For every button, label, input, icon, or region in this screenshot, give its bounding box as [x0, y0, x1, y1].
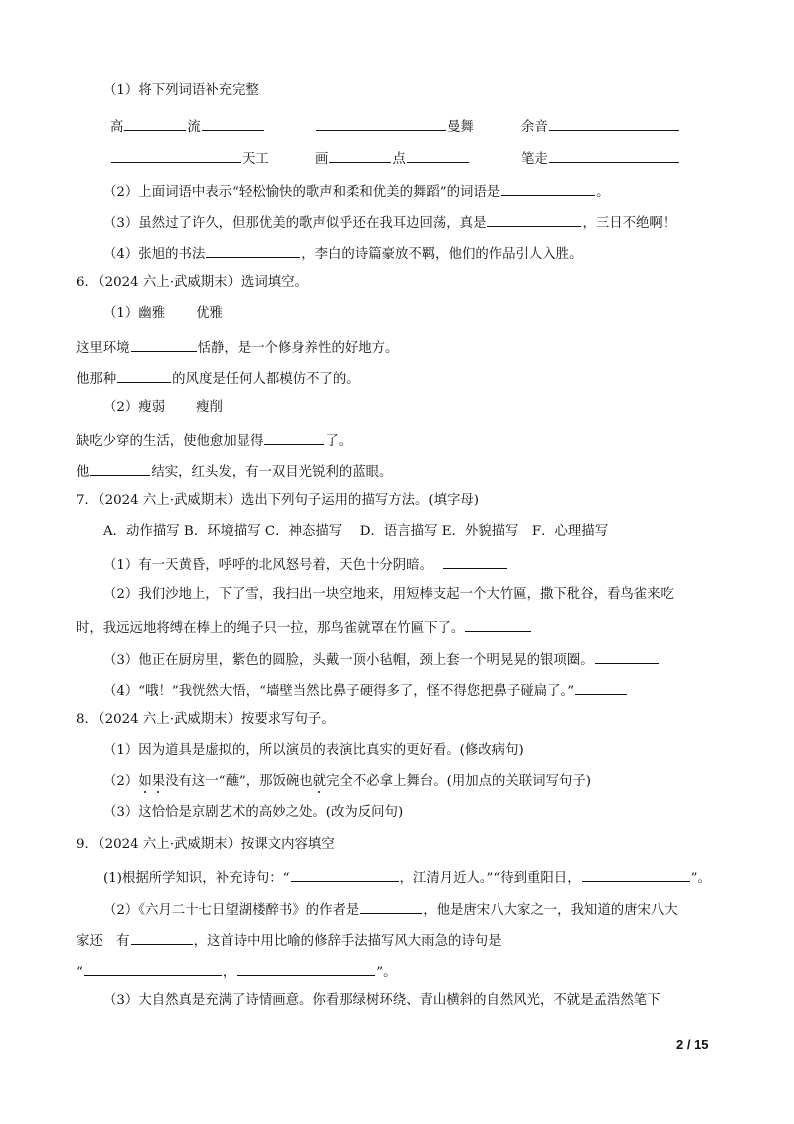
q9-s1-b: ，江清月近人。”“待到重阳日， — [399, 871, 581, 886]
q5-row1-b — [315, 116, 474, 137]
q5-sub4-end: ，李白的诗篇豪放不羁，他们的作品引人入胜。 — [301, 247, 583, 262]
q5-row1-b-text: 曼舞 — [447, 120, 474, 135]
answer-blank[interactable] — [407, 148, 469, 163]
q5-row2-b2-text: 点 — [392, 152, 406, 167]
q5-row2-b1-text: 画 — [315, 152, 329, 167]
answer-blank[interactable] — [443, 554, 507, 569]
answer-blank[interactable] — [131, 337, 197, 352]
q5-row1-a2: 流 — [187, 120, 201, 135]
q9-s2-b: ，他是唐宋八大家之一，我知道的唐宋八大 — [423, 903, 678, 918]
q6-sentence3 — [76, 430, 352, 451]
answer-blank[interactable] — [264, 430, 324, 445]
q9-s1-a: (1)根据所学知识，补充诗句：“ — [103, 871, 290, 886]
q6-sentence1 — [76, 337, 398, 358]
answer-blank[interactable] — [582, 867, 690, 882]
answer-blank[interactable] — [575, 680, 627, 695]
answer-blank[interactable] — [360, 899, 422, 914]
q7-s1 — [103, 554, 508, 575]
q7-s3-text: （3）他正在厨房里，紫色的圆脸，头戴一顶小毡帽，颈上套一个明晃晃的银项圈。 — [103, 653, 594, 668]
q6-s4-b: 结实，红头发，有一双目光锐利的蓝眼。 — [151, 465, 393, 480]
q5-sub3-end: ，三日不绝啊！ — [582, 216, 677, 231]
q6-sentence4 — [76, 461, 392, 482]
answer-blank[interactable] — [487, 212, 581, 227]
emphasis-dot-word: 如 — [138, 774, 152, 789]
answer-blank[interactable] — [465, 617, 531, 632]
answer-blank[interactable] — [124, 116, 186, 131]
q9-s2-line3 — [76, 961, 397, 982]
q5-sub4 — [103, 243, 582, 264]
answer-blank[interactable] — [237, 961, 375, 976]
q5-sub2 — [103, 181, 610, 202]
answer-blank[interactable] — [206, 243, 300, 258]
q5-sub4-text: （4）张旭的书法 — [103, 247, 206, 262]
q5-sub2-text: （2）上面词语中表示“轻松愉快的歌声和柔和优美的舞蹈”的词语是 — [103, 185, 501, 200]
q7-s3 — [103, 649, 660, 670]
q8-s2-c: 完全不必拿上舞台。(用加点的关联词写句子) — [326, 774, 591, 789]
q9-s2-c: 家还 有 — [76, 934, 130, 949]
answer-blank[interactable] — [131, 930, 193, 945]
answer-blank[interactable] — [117, 368, 171, 383]
q6-s3-b: 了。 — [325, 434, 353, 449]
q5-sub3 — [103, 212, 676, 233]
q7-options: A．动作描写 B．环境描写 C．神态描写 D．语言描写 E．外貌描写 F．心理描写 — [103, 524, 609, 539]
answer-blank[interactable] — [549, 116, 679, 131]
answer-blank[interactable] — [291, 867, 399, 882]
q5-row2-c — [521, 148, 680, 169]
q6-s1-a: 这里环境 — [76, 341, 130, 356]
q5-row2-c-text: 笔走 — [521, 152, 548, 167]
q7-s2-line1: （2）我们沙地上，下了雪，我扫出一块空地来，用短棒支起一个大竹匾，撒下秕谷，看鸟雀来吃 — [103, 587, 674, 602]
q7-s2-text: 时，我远远地将缚在棒上的绳子只一拉，那鸟雀就罩在竹匾下了。 — [76, 621, 465, 636]
q6-group2: （2）瘦弱 瘦削 — [103, 400, 223, 415]
answer-blank[interactable] — [329, 148, 391, 163]
answer-blank[interactable] — [316, 116, 446, 131]
q6-s2-b: 的风度是任何人都模仿不了的。 — [172, 372, 360, 387]
q5-row2-a-text: 天工 — [242, 152, 269, 167]
q6-s3-a: 缺吃少穿的生活，使他愈加显得 — [76, 434, 264, 449]
q5-row1-c — [521, 116, 680, 137]
q5-row2-b — [315, 148, 470, 169]
q9-s2-d: ，这首诗中用比喻的修辞手法描写风大雨急的诗句是 — [193, 934, 502, 949]
q8-s2-b: 没有这一“蘸”，那饭碗也 — [165, 774, 313, 789]
q6-group1: （1）幽雅 优雅 — [103, 306, 223, 321]
q8-s2 — [103, 773, 591, 791]
q8-s1: （1）因为道具是虚拟的，所以演员的表演比真实的更好看。(修改病句) — [103, 743, 524, 758]
q5-row1-c-text: 余音 — [521, 120, 548, 135]
emphasis-dot-word: 就 — [312, 774, 327, 789]
q7-s4-text: （4）“哦！”我恍然大悟，“墙壁当然比鼻子硬得多了，怪不得您把鼻子碰扁了。” — [103, 684, 575, 699]
q9-s2-g: ”。 — [376, 965, 397, 980]
q6-sentence2 — [76, 368, 360, 389]
q9-s2-f: ， — [222, 965, 237, 980]
q8-title: 8．（2024 六上·武威期末）按要求写句子。 — [76, 712, 335, 727]
q9-s2-e: “ — [76, 965, 83, 980]
answer-blank[interactable] — [111, 148, 241, 163]
q9-s2-line1 — [103, 899, 678, 920]
q8-s2-a: （2） — [103, 774, 139, 789]
q5-row1-a1: 高 — [110, 120, 124, 135]
answer-blank[interactable] — [549, 148, 679, 163]
answer-blank[interactable] — [90, 461, 150, 476]
q6-s2-a: 他那种 — [76, 372, 117, 387]
q5-row1 — [110, 116, 265, 137]
q6-title: 6．（2024 六上·武威期末）选词填空。 — [76, 275, 308, 290]
q5-sub3-text: （3）虽然过了许久，但那优美的歌声似乎还在我耳边回荡，真是 — [103, 216, 487, 231]
q8-s3: （3）这恰恰是京剧艺术的高妙之处。(改为反问句) — [103, 805, 404, 820]
q5-sub1: （1）将下列词语补充完整 — [103, 83, 259, 98]
answer-blank[interactable] — [202, 116, 264, 131]
q9-s2-a: （2）《六月二十七日望湖楼醉书》的作者是 — [103, 903, 360, 918]
q7-s4 — [103, 680, 628, 701]
q9-s3: （3）大自然真是充满了诗情画意。你看那绿树环绕、青山横斜的自然风光，不就是孟浩然笔下 — [103, 993, 661, 1008]
answer-blank[interactable] — [84, 961, 222, 976]
q9-s2-line2 — [76, 930, 502, 951]
page-number: 2 / 15 — [676, 1037, 709, 1052]
q6-s1-b: 恬静，是一个修身养性的好地方。 — [197, 341, 399, 356]
q5-row2-a — [110, 148, 269, 169]
emphasis-dot-word: 果 — [151, 774, 166, 789]
q9-s1 — [103, 867, 711, 888]
q7-s2-line2 — [76, 617, 532, 638]
q9-s1-c: ”。 — [690, 871, 711, 886]
q6-s4-a: 他 — [76, 465, 90, 480]
q7-title: 7．（2024 六上·武威期末）选出下列句子运用的描写方法。(填字母) — [76, 493, 480, 508]
answer-blank[interactable] — [501, 181, 595, 196]
q7-s1-text: （1）有一天黄昏，呼呼的北风怒号着，天色十分阴暗。 — [103, 558, 433, 573]
q9-title: 9．（2024 六上·武威期末）按课文内容填空 — [76, 837, 335, 852]
q5-sub2-end: 。 — [596, 185, 610, 200]
answer-blank[interactable] — [595, 649, 659, 664]
